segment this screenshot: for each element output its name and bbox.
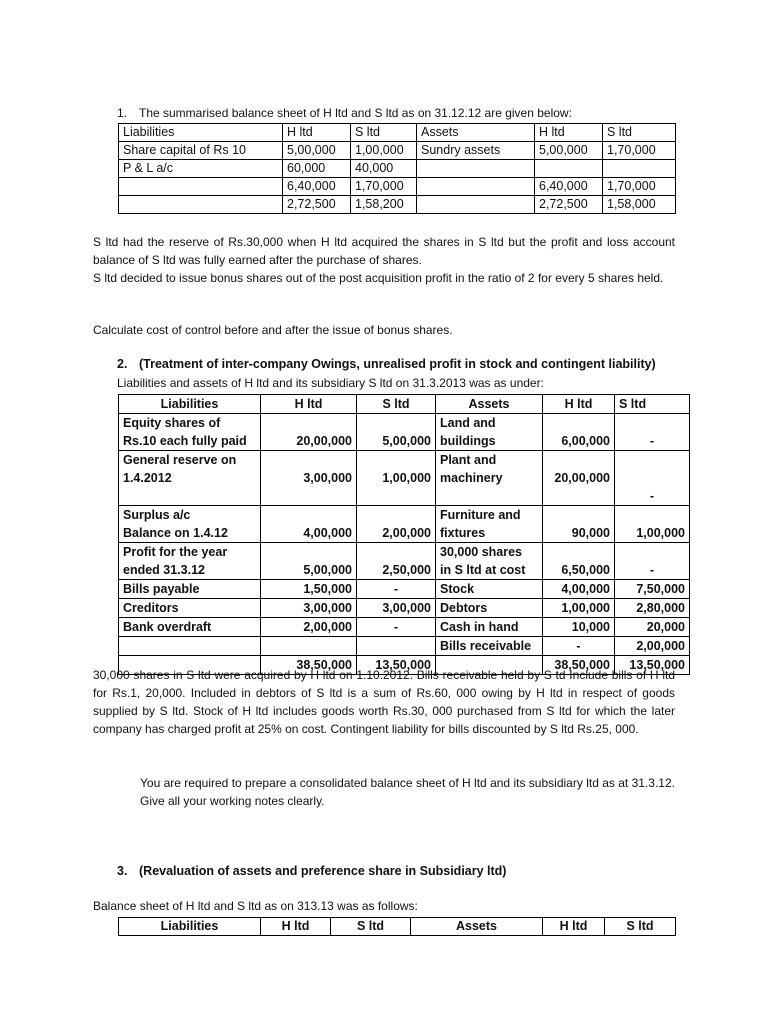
- table-row: [119, 160, 676, 178]
- q2-number: 2.: [117, 357, 128, 371]
- table-cell: 3,00,000: [261, 599, 357, 618]
- table-cell: 3,00,000: [357, 599, 436, 618]
- table-cell: 10,000: [543, 618, 615, 637]
- header-cell: S ltd: [331, 918, 411, 936]
- table-cell: 1,70,000: [351, 178, 417, 196]
- table-cell: [119, 506, 261, 543]
- header-cell: Liabilities: [119, 124, 283, 142]
- cell-line: Profit for the year: [123, 545, 228, 559]
- cell-line: 1.4.2012: [123, 471, 172, 485]
- table-cell: [119, 414, 261, 451]
- table-cell: 5,00,000: [283, 142, 351, 160]
- table-cell: 38,50,000: [543, 656, 615, 675]
- cell-line: 1,00,000: [382, 471, 431, 485]
- header-cell: Assets: [417, 124, 535, 142]
- q3-heading: (Revaluation of assets and preference share in Subsidiary ltd): [139, 864, 507, 878]
- q1-intro: The summarised balance sheet of H ltd and S ltd as on 31.12.12 are given below:: [139, 106, 572, 120]
- header-cell: Assets: [411, 918, 543, 936]
- table-cell: [436, 451, 543, 506]
- table-cell: 1,50,000: [261, 580, 357, 599]
- table-cell: 7,50,000: [615, 580, 690, 599]
- header-cell: S ltd: [357, 395, 436, 414]
- table-cell: Bills receivable: [436, 637, 543, 656]
- table-cell: 1,58,200: [351, 196, 417, 214]
- header-cell: S ltd: [351, 124, 417, 142]
- table-cell: 5,00,000: [261, 543, 357, 580]
- cell-line: in S ltd at cost: [440, 563, 526, 577]
- table-cell: -: [357, 580, 436, 599]
- table-cell: 6,40,000: [283, 178, 351, 196]
- table-cell: [261, 451, 357, 506]
- table-cell: [119, 196, 283, 214]
- table-cell: 6,50,000: [543, 543, 615, 580]
- table-cell: 2,00,000: [261, 618, 357, 637]
- cell-line: Furniture and: [440, 508, 521, 522]
- q2-heading-line: [117, 357, 677, 371]
- table-cell: 40,000: [351, 160, 417, 178]
- header-cell: S ltd: [605, 918, 676, 936]
- header-cell: H ltd: [261, 395, 357, 414]
- table-cell: 13,50,000: [357, 656, 436, 675]
- table-cell: [535, 160, 603, 178]
- table-header-row: [119, 918, 676, 936]
- cell-line: Equity shares of: [123, 416, 221, 430]
- header-cell: H ltd: [261, 918, 331, 936]
- table-cell: [261, 637, 357, 656]
- table-cell: Cash in hand: [436, 618, 543, 637]
- table-cell: [436, 506, 543, 543]
- table-row: [119, 580, 690, 599]
- table-header-row: [119, 395, 690, 414]
- cell-line: buildings: [440, 434, 496, 448]
- table-cell: [119, 451, 261, 506]
- table-cell: [543, 451, 615, 506]
- cell-line: 3,00,000: [303, 471, 352, 485]
- table-cell: Bank overdraft: [119, 618, 261, 637]
- q1-balance-table: [118, 123, 676, 214]
- table-cell: Sundry assets: [417, 142, 535, 160]
- table-cell: -: [615, 543, 690, 580]
- table-cell: 6,00,000: [543, 414, 615, 451]
- cell-line: Balance on 1.4.12: [123, 526, 228, 540]
- q3-heading-line: [117, 864, 677, 878]
- q3-intro: Balance sheet of H ltd and S ltd as on 313.13 was as follows:: [93, 899, 418, 913]
- table-cell: Share capital of Rs 10: [119, 142, 283, 160]
- cell-line: 20,00,000: [554, 471, 610, 485]
- cell-line: fixtures: [440, 526, 486, 540]
- table-row: [119, 543, 690, 580]
- table-cell: 5,00,000: [535, 142, 603, 160]
- table-cell: [436, 414, 543, 451]
- table-cell: [357, 637, 436, 656]
- table-cell: Bills payable: [119, 580, 261, 599]
- q1-intro-line: [117, 106, 677, 120]
- q1-paragraph-1: S ltd had the reserve of Rs.30,000 when H ltd acquired the shares in S ltd but the profit and loss account balance of S ltd was fully earned after the purchase of shares.: [93, 235, 675, 267]
- q2-balance-table: [118, 394, 690, 675]
- table-cell: Stock: [436, 580, 543, 599]
- cell-line: ended 31.3.12: [123, 563, 205, 577]
- table-cell: [436, 543, 543, 580]
- table-row: [119, 178, 676, 196]
- table-cell: 20,00,000: [261, 414, 357, 451]
- table-cell: -: [543, 637, 615, 656]
- table-cell: [119, 637, 261, 656]
- header-cell: Assets: [436, 395, 543, 414]
- cell-line: Surplus a/c: [123, 508, 191, 522]
- table-cell: [119, 178, 283, 196]
- table-cell: 90,000: [543, 506, 615, 543]
- table-cell: 4,00,000: [543, 580, 615, 599]
- table-cell: 2,00,000: [615, 637, 690, 656]
- cell-line: 30,000 shares: [440, 545, 523, 559]
- table-cell: 2,00,000: [357, 506, 436, 543]
- header-cell: H ltd: [283, 124, 351, 142]
- table-cell: 2,72,500: [535, 196, 603, 214]
- q2-paragraph-1: 30,000 shares in S ltd were acquired by H ltd on 1.10.2012. Bills receivable held by S td Include bills of H ltd for Rs.1, 20,000. Included in debtors of S ltd is a sum of Rs.60, 000 owing by H ltd in respect of goods supplied by S ltd. Stock of H ltd includes goods worth Rs.30, 000 purchased from S ltd for which the later company has charged profit at 25% on cost. Contingent liability for bills discounted by S ltd Rs.25, 000.: [93, 668, 675, 736]
- header-cell: H ltd: [543, 918, 605, 936]
- cell-line: [123, 487, 256, 505]
- table-cell: P & L a/c: [119, 160, 283, 178]
- q2-paragraph-2: You are required to prepare a consolidated balance sheet of H ltd and its subsidiary ltd as at 31.3.12. Give all your working notes clearly.: [140, 776, 675, 808]
- cell-line: Plant and: [440, 453, 497, 467]
- table-cell: 1,58,000: [603, 196, 676, 214]
- cell-line: Rs.10 each fully paid: [123, 434, 247, 448]
- header-cell: H ltd: [543, 395, 615, 414]
- table-row: [119, 599, 690, 618]
- table-header-row: [119, 124, 676, 142]
- table-cell: 13,50,000: [615, 656, 690, 675]
- header-cell: Liabilities: [119, 395, 261, 414]
- table-cell: [119, 543, 261, 580]
- table-cell: 2,72,500: [283, 196, 351, 214]
- table-cell: 60,000: [283, 160, 351, 178]
- table-cell: 2,50,000: [357, 543, 436, 580]
- q1-paragraph-2: S ltd decided to issue bonus shares out of the post acquisition profit in the ratio of 2 for every 5 shares held.: [93, 271, 664, 285]
- q1-paragraph-3: Calculate cost of control before and after the issue of bonus shares.: [93, 323, 453, 337]
- cell-line: Land and: [440, 416, 496, 430]
- header-cell: H ltd: [535, 124, 603, 142]
- table-cell: [417, 160, 535, 178]
- cell-line: [361, 451, 431, 469]
- table-row: [119, 142, 676, 160]
- table-cell: -: [615, 414, 690, 451]
- q2-intro: Liabilities and assets of H ltd and its subsidiary S ltd on 31.3.2013 was as under:: [117, 376, 544, 390]
- header-cell: Liabilities: [119, 918, 261, 936]
- table-cell: 1,70,000: [603, 178, 676, 196]
- table-cell: -: [615, 451, 690, 506]
- header-cell: S ltd: [615, 395, 690, 414]
- table-row: [119, 414, 690, 451]
- q3-number: 3.: [117, 864, 128, 878]
- table-cell: 5,00,000: [357, 414, 436, 451]
- q1-number: 1.: [117, 106, 128, 120]
- table-cell: 1,00,000: [615, 506, 690, 543]
- table-cell: 1,70,000: [603, 142, 676, 160]
- table-cell: [417, 196, 535, 214]
- table-cell: 1,00,000: [543, 599, 615, 618]
- header-cell: S ltd: [603, 124, 676, 142]
- table-cell: 20,000: [615, 618, 690, 637]
- table-cell: 4,00,000: [261, 506, 357, 543]
- cell-line: [547, 451, 610, 469]
- table-cell: Debtors: [436, 599, 543, 618]
- table-row: [119, 618, 690, 637]
- table-cell: 2,80,000: [615, 599, 690, 618]
- q2-heading: (Treatment of inter-company Owings, unrealised profit in stock and contingent liability): [139, 357, 656, 371]
- table-cell: -: [357, 618, 436, 637]
- table-row: [119, 506, 690, 543]
- cell-line: [265, 451, 352, 469]
- table-cell: [357, 451, 436, 506]
- table-cell: 1,00,000: [351, 142, 417, 160]
- table-cell: 38,50,000: [261, 656, 357, 675]
- table-cell: [603, 160, 676, 178]
- cell-line: machinery: [440, 471, 503, 485]
- q3-balance-table: [118, 917, 676, 936]
- table-row: [119, 451, 690, 506]
- table-cell: 6,40,000: [535, 178, 603, 196]
- table-cell: [417, 178, 535, 196]
- cell-line: General reserve on: [123, 453, 237, 467]
- table-row: [119, 196, 676, 214]
- table-row: [119, 637, 690, 656]
- table-cell: Creditors: [119, 599, 261, 618]
